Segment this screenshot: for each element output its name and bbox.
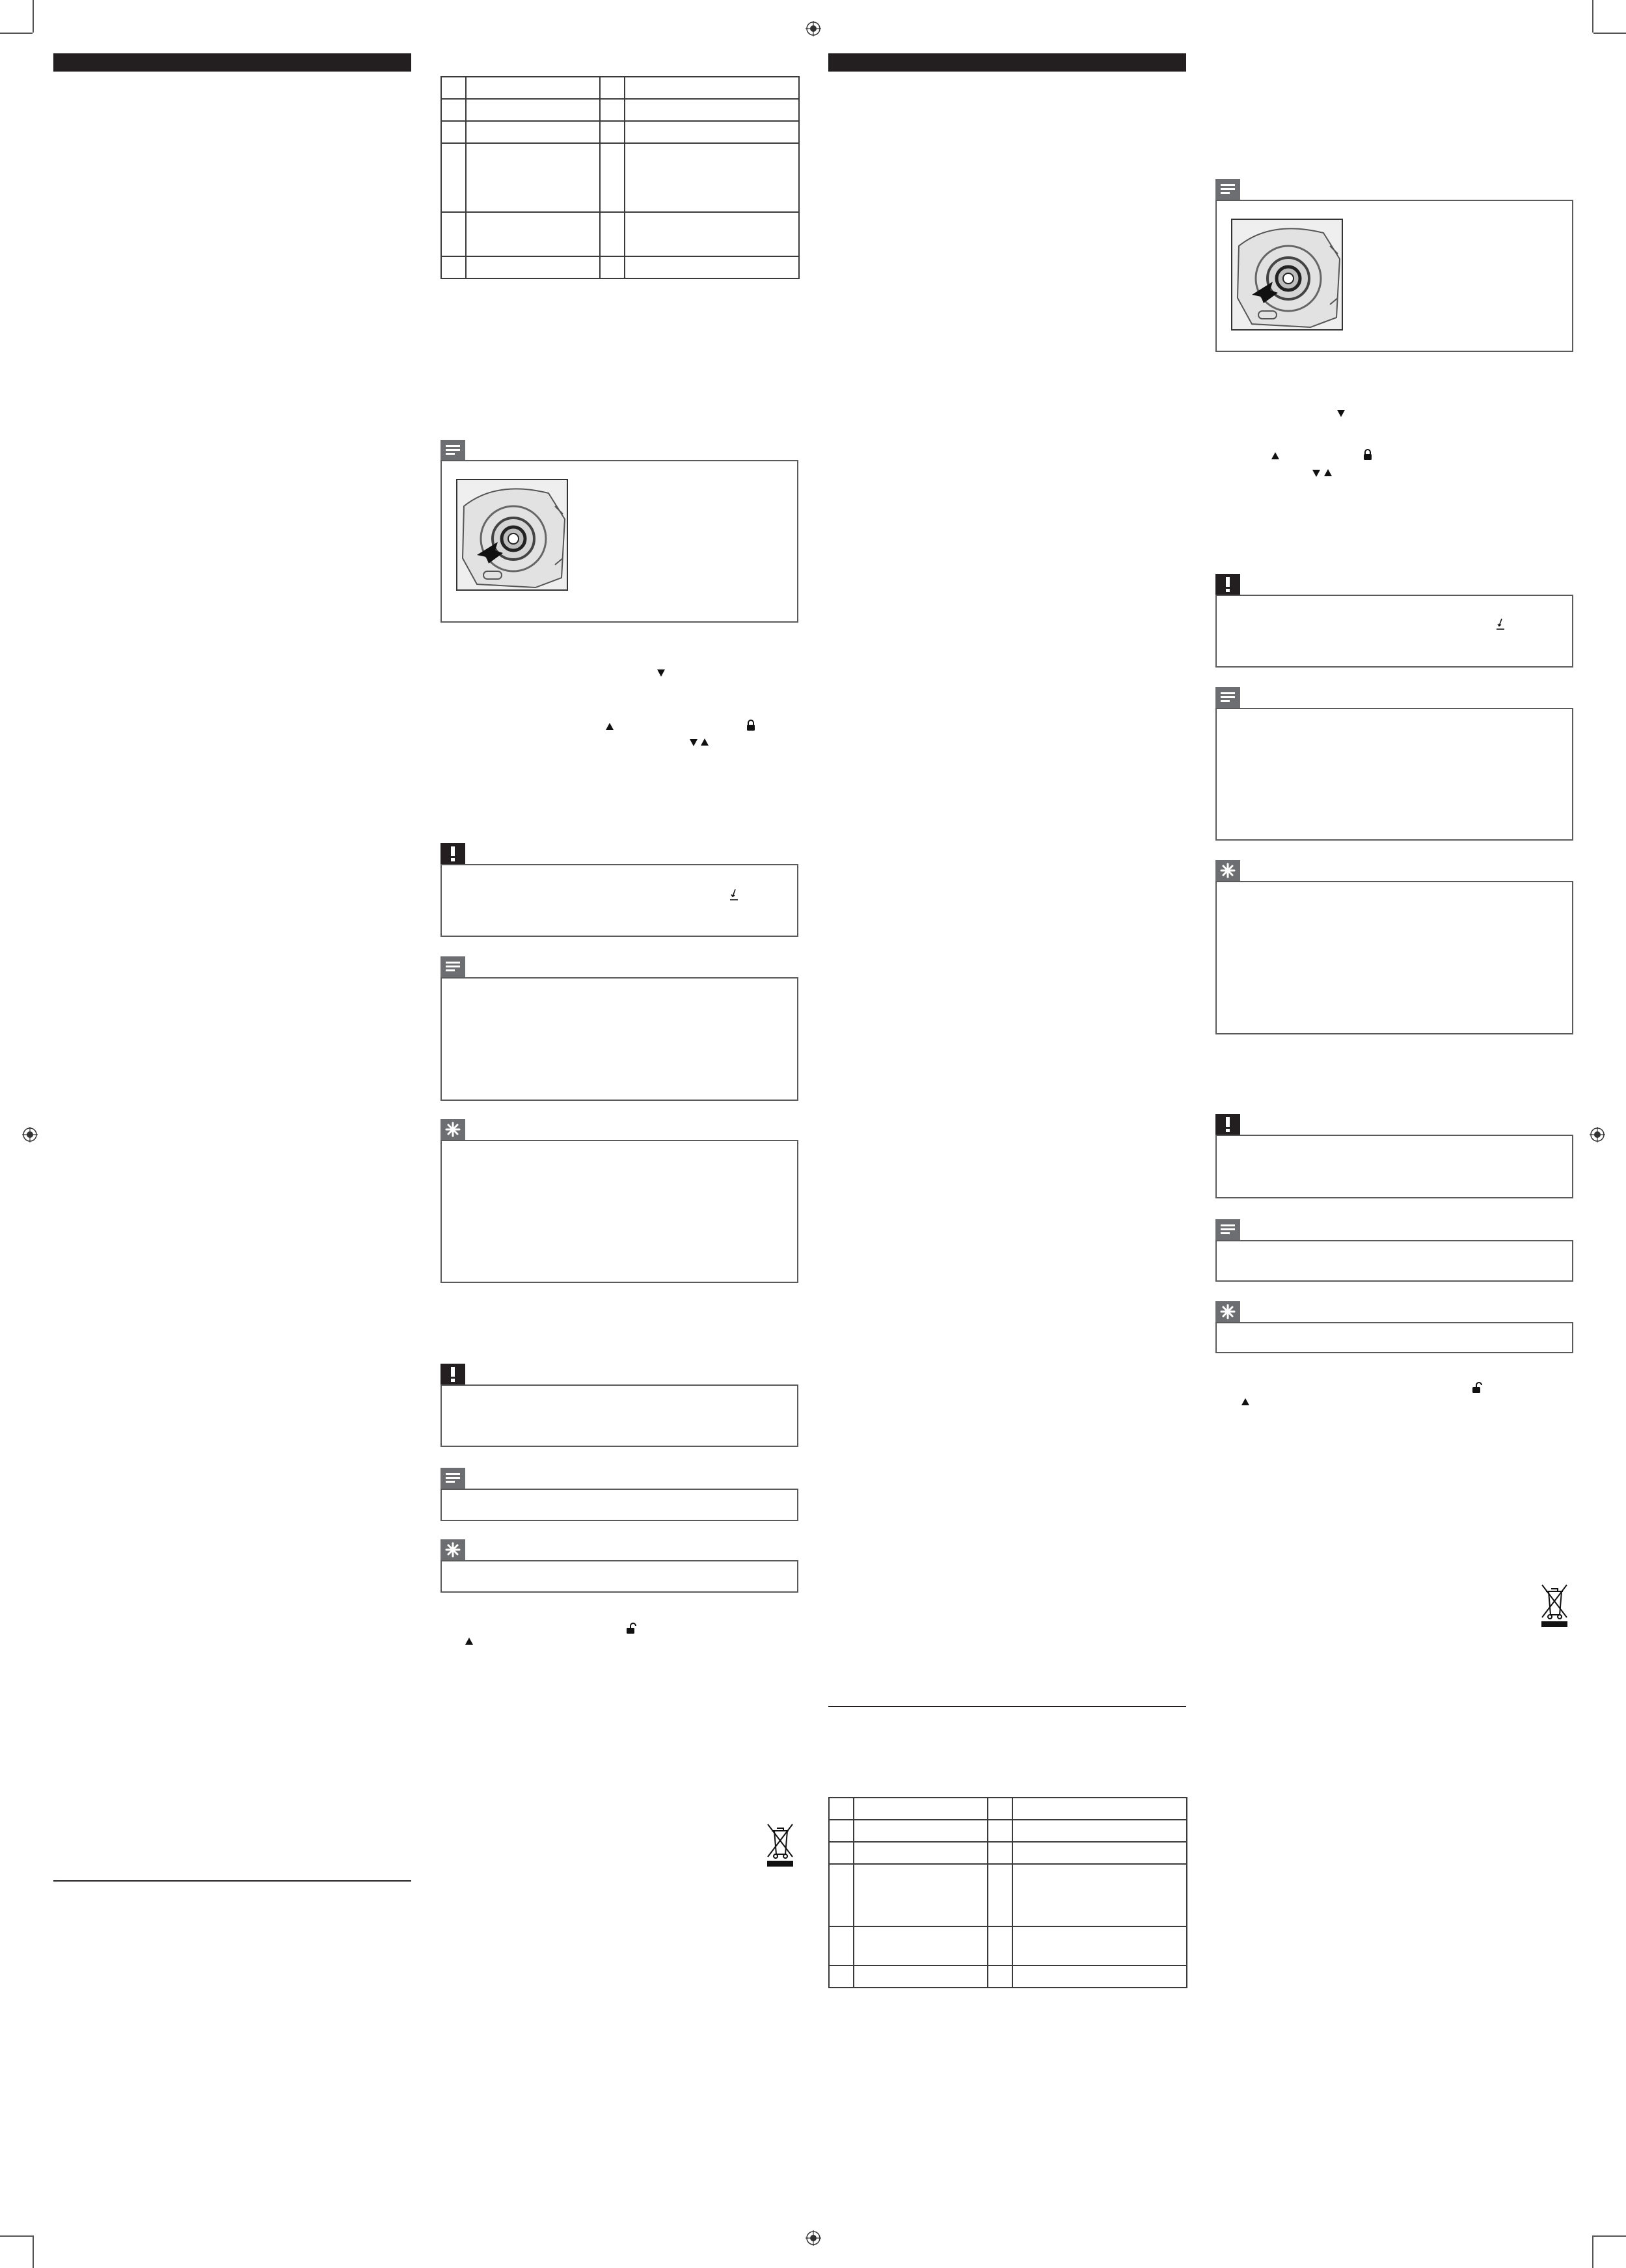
crop-mark-icon xyxy=(1593,2235,1626,2237)
note-icon xyxy=(1215,1219,1240,1240)
lock-icon xyxy=(746,720,756,731)
note-box xyxy=(1215,1240,1573,1282)
arrow-up-icon xyxy=(605,722,614,731)
clean-icon xyxy=(1495,618,1506,631)
note-icon xyxy=(440,440,465,461)
note-icon xyxy=(1215,687,1240,708)
crop-mark-icon xyxy=(0,33,33,34)
caution-box xyxy=(440,1384,798,1447)
caution-box xyxy=(1215,1135,1573,1198)
tip-icon xyxy=(1215,1301,1240,1322)
arrow-up-icon xyxy=(700,738,709,747)
crop-mark-icon xyxy=(33,0,34,33)
tip-box xyxy=(440,1140,798,1283)
weee-bin-icon xyxy=(765,1822,795,1869)
table-row xyxy=(829,1842,1187,1864)
caution-icon xyxy=(1215,1114,1240,1135)
crop-mark-icon xyxy=(1592,0,1593,33)
tip-box xyxy=(1215,881,1573,1034)
crop-mark-icon xyxy=(0,2235,33,2237)
crop-mark-icon xyxy=(1592,2235,1593,2268)
note-icon xyxy=(1215,179,1240,200)
table-row xyxy=(441,212,799,256)
tip-box xyxy=(440,1560,798,1593)
arrow-down-icon xyxy=(689,738,698,747)
spec-table xyxy=(440,76,800,279)
arrow-up-icon xyxy=(1271,452,1280,461)
table-row xyxy=(829,1864,1187,1926)
registration-mark-icon xyxy=(806,2230,821,2246)
note-icon xyxy=(440,1468,465,1489)
registration-mark-icon xyxy=(1590,1127,1605,1142)
product-photo xyxy=(1231,219,1343,331)
section-heading-bar xyxy=(828,53,1186,72)
crop-mark-icon xyxy=(33,2235,34,2268)
product-photo xyxy=(456,479,568,591)
tip-icon xyxy=(1215,860,1240,881)
table-row xyxy=(829,1965,1187,1988)
table-row xyxy=(441,99,799,121)
table-row xyxy=(441,77,799,99)
arrow-up-icon xyxy=(465,1637,474,1646)
lock-icon xyxy=(1362,449,1373,461)
arrow-down-icon xyxy=(1336,409,1346,418)
clean-icon xyxy=(729,889,739,902)
section-divider xyxy=(53,1880,411,1882)
table-row xyxy=(441,121,799,143)
caution-icon xyxy=(1215,574,1240,595)
table-row xyxy=(441,143,799,212)
note-box xyxy=(1215,708,1573,841)
note-box xyxy=(440,1489,798,1521)
arrow-down-icon xyxy=(1312,468,1321,478)
tip-icon xyxy=(440,1119,465,1140)
table-row xyxy=(441,256,799,278)
note-icon xyxy=(440,956,465,977)
arrow-up-icon xyxy=(1241,1397,1250,1407)
unlock-icon xyxy=(1470,1382,1482,1394)
registration-mark-icon xyxy=(22,1127,38,1142)
caution-box xyxy=(440,864,798,937)
crop-mark-icon xyxy=(1593,33,1626,34)
section-heading-bar xyxy=(53,53,411,72)
caution-icon xyxy=(440,843,465,864)
table-row xyxy=(829,1798,1187,1820)
caution-icon xyxy=(440,1364,465,1384)
arrow-up-icon xyxy=(1323,468,1333,478)
spec-table xyxy=(828,1797,1187,1988)
table-row xyxy=(829,1820,1187,1842)
note-box xyxy=(440,977,798,1101)
caution-box xyxy=(1215,595,1573,668)
tip-icon xyxy=(440,1539,465,1560)
section-divider xyxy=(828,1706,1186,1707)
arrow-down-icon xyxy=(657,668,666,677)
table-row xyxy=(829,1926,1187,1965)
tip-box xyxy=(1215,1322,1573,1353)
unlock-icon xyxy=(625,1623,636,1634)
registration-mark-icon xyxy=(806,21,821,36)
weee-bin-icon xyxy=(1539,1582,1569,1629)
